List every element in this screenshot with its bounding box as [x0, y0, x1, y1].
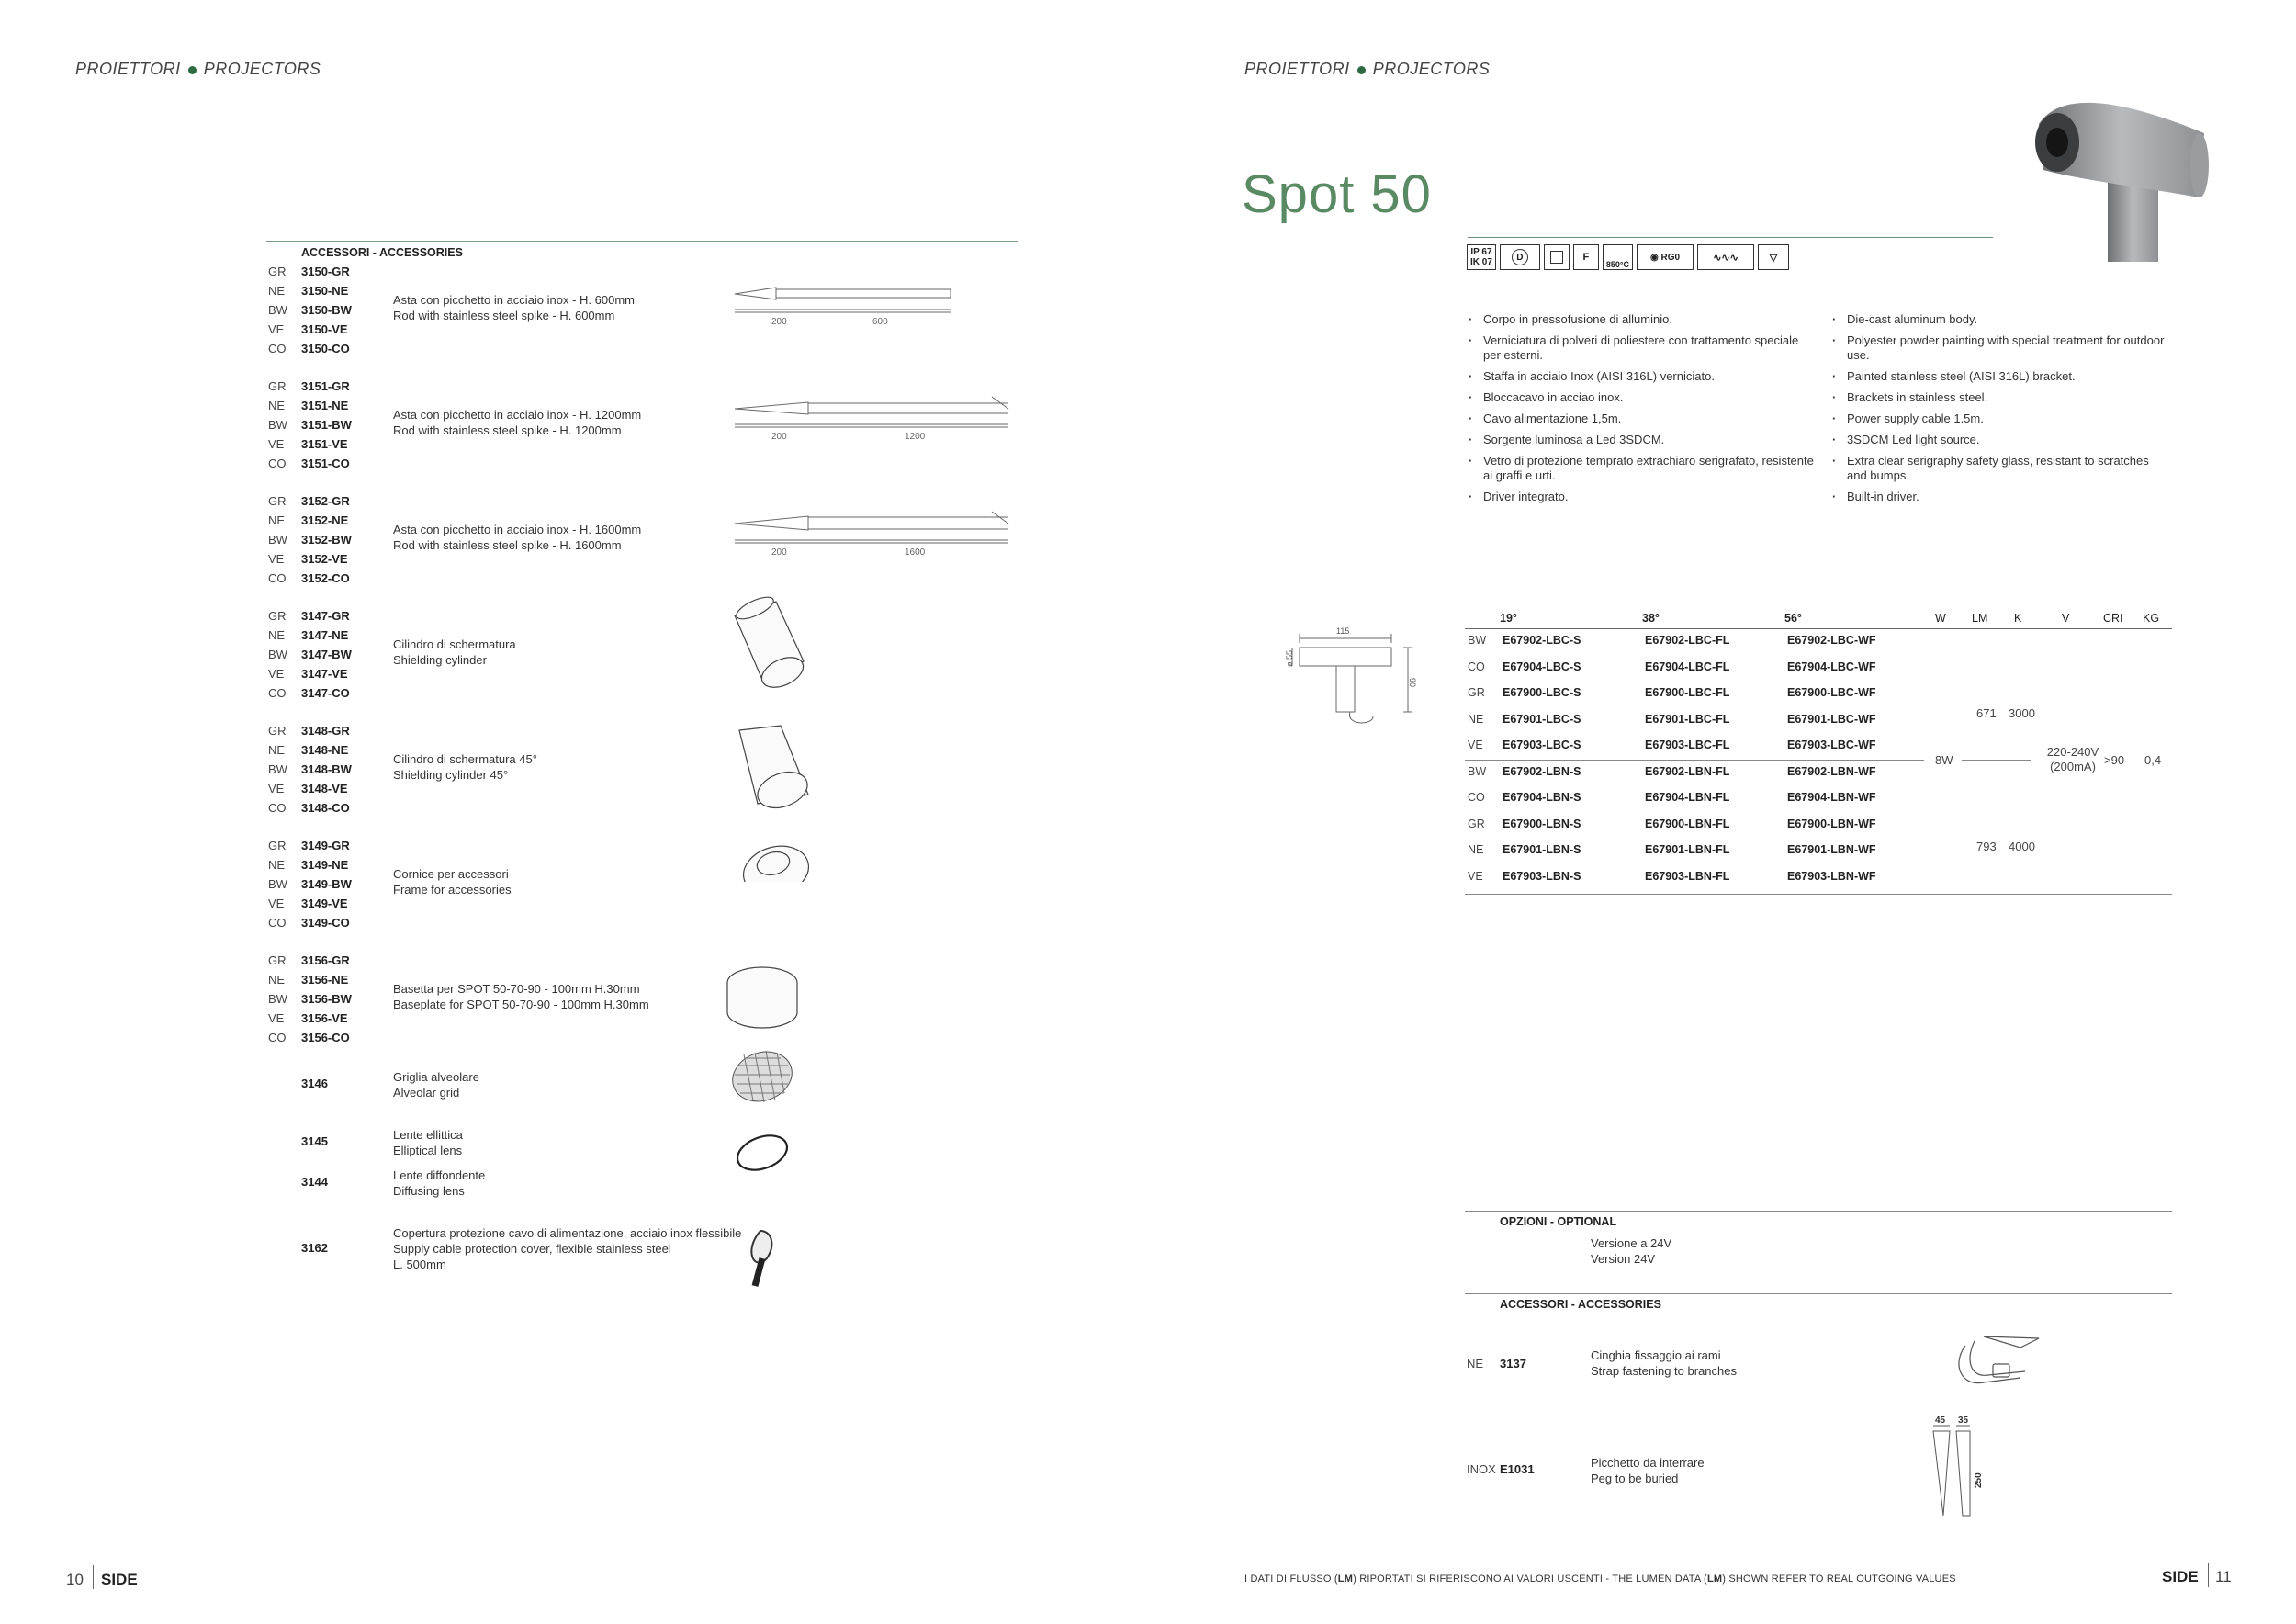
article-code: 3156-VE	[301, 1011, 348, 1025]
article-code: 3152-BW	[301, 533, 352, 547]
article-code: 3149-NE	[301, 858, 349, 872]
feature-item: · Driver integrato.	[1467, 490, 1816, 504]
spec-code: E67903-LBN-WF	[1787, 869, 1876, 883]
finish-code: CO	[268, 916, 287, 930]
spec-code: E67901-LBN-S	[1503, 843, 1581, 856]
article-code: 3152-CO	[301, 571, 350, 585]
feature-item: · Power supply cable 1.5m.	[1830, 412, 2170, 426]
feature-item: · Sorgente luminosa a Led 3SDCM.	[1467, 433, 1816, 447]
d-class-icon: D	[1500, 244, 1540, 270]
bullet-dot	[188, 66, 197, 74]
left-header: PROIETTORI PROJECTORS	[75, 60, 321, 78]
finish-code: VE	[268, 322, 285, 336]
glow-wire-icon: 850°C	[1603, 244, 1633, 270]
spec-code: E67903-LBC-WF	[1787, 739, 1876, 751]
desc-3146: Griglia alveolare Alveolar grid	[393, 1070, 479, 1100]
acc2-finish-1: NE	[1467, 1357, 1484, 1370]
spec-finish: CO	[1468, 660, 1485, 673]
article-code: 3150-GR	[301, 265, 350, 278]
code-3162: 3162	[301, 1241, 328, 1255]
dim-width: 115	[1336, 626, 1350, 636]
article-code: 3149-BW	[301, 877, 352, 891]
finish-code: VE	[268, 1011, 285, 1025]
article-code: 3156-BW	[301, 992, 352, 1006]
spec-code: E67904-LBN-S	[1503, 791, 1581, 804]
finish-code: BW	[268, 533, 287, 547]
spec-finish: NE	[1468, 843, 1484, 856]
article-code: 3151-CO	[301, 457, 350, 470]
footer-note: I DATI DI FLUSSO (LM) RIPORTATI SI RIFERISCONO AI VALORI USCENTI - THE LUMEN DATA (LM) SHOWN REFER TO REAL OUTGOING VALUES	[1244, 1573, 1956, 1585]
article-code: 3148-NE	[301, 743, 349, 757]
article-code: 3147-VE	[301, 667, 348, 681]
spec-finish: VE	[1468, 739, 1483, 751]
spec-code: E67903-LBC-FL	[1645, 739, 1730, 751]
optional-desc: Versione a 24V Version 24V	[1591, 1236, 1672, 1266]
article-code: 3147-GR	[301, 609, 350, 623]
finish-code: BW	[268, 877, 287, 891]
certification-icons	[1467, 244, 1793, 270]
bullet-dot	[1357, 66, 1366, 74]
spec-code: E67900-LBC-WF	[1787, 686, 1876, 699]
spec-code: E67900-LBN-WF	[1787, 817, 1876, 830]
double-insulation-icon	[1544, 244, 1570, 270]
acc2-desc-1: Cinghia fissaggio ai rami Strap fastening to branches	[1591, 1348, 1737, 1378]
spec-header: 19° 38° 56° W LM K V CRI KG	[1500, 612, 2160, 625]
finish-code: CO	[268, 342, 287, 355]
article-code: 3149-GR	[301, 839, 350, 852]
cable-cover-shape	[751, 1231, 771, 1286]
finish-code: NE	[268, 399, 286, 412]
finish-code: VE	[268, 897, 285, 910]
dim-1600: 1600	[905, 547, 926, 558]
spec-code: E67901-LBC-S	[1503, 712, 1581, 726]
feature-item: · 3SDCM Led light source.	[1830, 433, 2170, 447]
spec-finish: NE	[1468, 712, 1484, 726]
right-page-number: 11	[2215, 1568, 2232, 1585]
spec-code: E67901-LBC-WF	[1787, 712, 1876, 726]
grid-pattern	[726, 1043, 799, 1109]
right-brand: SIDE	[2162, 1568, 2199, 1585]
spec-table	[1465, 608, 2172, 895]
article-code: 3151-VE	[301, 437, 348, 451]
accessory-description: Cilindro di schermatura 45° Shielding cylinder 45°	[393, 752, 537, 782]
spec-code: E67901-LBN-WF	[1787, 843, 1876, 856]
accessory-description: Cilindro di schermatura Shielding cylinder	[393, 637, 516, 667]
flicker-icon: ∿∿∿	[1697, 244, 1754, 270]
peg-dim-250: 250	[1974, 1472, 1984, 1488]
finish-code: BW	[268, 992, 287, 1006]
elliptical-lens-shape	[733, 1129, 792, 1176]
peg-drawing	[1915, 1415, 1998, 1525]
peg-dim-45: 45	[1935, 1415, 1946, 1426]
optional-rule	[1465, 1211, 2172, 1212]
finish-code: CO	[268, 571, 287, 585]
dim-200-a: 200	[771, 317, 787, 327]
desc-3145: Lente ellittica Elliptical lens	[393, 1128, 463, 1157]
ip-ik-badge: IP 67 IK 07	[1467, 244, 1496, 270]
acc2-finish-2: INOX	[1467, 1462, 1496, 1476]
dim-200-c: 200	[771, 547, 787, 558]
spec-code: E67904-LBN-WF	[1787, 791, 1876, 804]
article-code: 3148-CO	[301, 801, 350, 815]
feature-item: · Extra clear serigraphy safety glass, resistant to scratches and bumps.	[1830, 454, 2170, 483]
spec-lm-rule	[1962, 760, 2031, 761]
article-code: 3150-BW	[301, 303, 352, 317]
finish-code: VE	[268, 667, 285, 681]
product-title: Spot 50	[1242, 164, 1432, 224]
acc2-code-2: E1031	[1500, 1462, 1535, 1476]
feature-item: · Corpo in pressofusione di alluminio.	[1467, 312, 1816, 327]
spec-finish: VE	[1468, 869, 1483, 883]
finish-code: GR	[268, 379, 287, 393]
title-rule	[1468, 237, 1993, 238]
spec-finish: BW	[1468, 634, 1487, 647]
dim-200-b: 200	[771, 432, 787, 442]
spec-rows: 8W 671 3000 793 4000 220-240V (200mA) >90 0,4 BW E67902-LBC-S E67902-LBC-FL E67902-LBC-WF CO E67904-LBC-S E67904-LBC-FL E67904-LBC-WF GR E67900-LBC-S E67900-LBC-FL E67900-LBC-WF NE E67901-LBC-S E67901-LBC-FL E67901-LBC-WF VE E67903-LBC-S E67903-LBC-FL E67903-LBC-WF BW E67902-LBN-S E67902-LBN-FL E67902-LBN-WF CO E67904-LBN-S E67904-LBN-FL E67904-LBN-WF GR E67900-LBN-S E67900-LBN-FL E67900-LBN-WF NE E67901-LBN-S E67901-LBN-FL E67901-LBN-WF VE E67903-LBN-S E67903-LBN-FL E67903-LBN-WF	[1465, 629, 2172, 896]
features-it	[1467, 312, 1816, 511]
accessory-drawings	[716, 955, 827, 1304]
finish-code: BW	[268, 303, 287, 317]
article-code: 3151-GR	[301, 379, 350, 393]
accessories-title: ACCESSORI - ACCESSORIES	[301, 246, 463, 259]
feature-item: · Brackets in stainless steel.	[1830, 390, 2170, 405]
accessory-description: Basetta per SPOT 50-70-90 - 100mm H.30mm Baseplate for SPOT 50-70-90 - 100mm H.30mm	[393, 982, 649, 1011]
finish-code: NE	[268, 628, 286, 642]
accessory-description: Asta con picchetto in acciaio inox - H. 600mm Rod with stainless steel spike - H. 600mm	[393, 293, 636, 322]
f-mark-icon: F	[1573, 244, 1599, 270]
code-3144: 3144	[301, 1175, 328, 1189]
acc2-desc-2: Picchetto da interrare Peg to be buried	[1591, 1456, 1705, 1485]
article-code: 3151-BW	[301, 418, 352, 432]
spec-code: E67902-LBN-S	[1503, 764, 1581, 778]
spec-code: E67900-LBN-S	[1503, 817, 1581, 830]
desc-3144: Lente diffondente Diffusing lens	[393, 1168, 486, 1198]
article-code: 3149-VE	[301, 897, 348, 910]
finish-code: CO	[268, 1031, 287, 1044]
feature-item: · Cavo alimentazione 1,5m.	[1467, 412, 1816, 426]
article-code: 3156-NE	[301, 973, 349, 987]
spec-finish: GR	[1468, 817, 1485, 830]
finish-code: GR	[268, 265, 287, 278]
spec-code: E67902-LBC-WF	[1787, 634, 1876, 647]
finish-code: NE	[268, 973, 286, 987]
left-footer-divider	[93, 1565, 94, 1589]
dim-height: 90	[1408, 678, 1417, 688]
finish-code: NE	[268, 743, 286, 757]
dimension-drawing	[1281, 625, 1419, 726]
spec-finish: BW	[1468, 764, 1487, 778]
article-code: 3150-NE	[301, 284, 349, 298]
left-page-number: 10	[66, 1571, 84, 1588]
article-code: 3156-GR	[301, 953, 350, 967]
desc-3162: Copertura protezione cavo di alimentazione, acciaio inox flessibile Supply cable protection cover, flexible stainless steel L. 500mm	[393, 1226, 742, 1271]
spec-code: E67904-LBC-FL	[1645, 660, 1730, 673]
article-code: 3150-CO	[301, 342, 350, 355]
article-code: 3148-VE	[301, 782, 348, 795]
article-code: 3152-NE	[301, 513, 349, 527]
feature-item: · Built-in driver.	[1830, 490, 2170, 504]
code-3145: 3145	[301, 1134, 328, 1148]
article-code: 3152-GR	[301, 494, 350, 508]
finish-code: GR	[268, 609, 287, 623]
article-code: 3147-BW	[301, 648, 352, 661]
spec-code: E67901-LBC-FL	[1645, 712, 1730, 726]
finish-code: GR	[268, 724, 287, 738]
accessory-description: Asta con picchetto in acciaio inox - H. 1600mm Rod with stainless steel spike - H. 1600mm	[393, 523, 642, 552]
dim-600: 600	[872, 317, 888, 327]
spec-code: E67904-LBN-FL	[1645, 791, 1730, 804]
dim-1200: 1200	[905, 432, 926, 442]
article-code: 3147-NE	[301, 628, 349, 642]
right-footer-divider	[2208, 1563, 2209, 1587]
finish-code: BW	[268, 648, 287, 661]
spec-finish: GR	[1468, 686, 1485, 699]
article-code: 3152-VE	[301, 552, 348, 566]
finish-code: BW	[268, 418, 287, 432]
spec-code: E67902-LBC-S	[1503, 634, 1581, 647]
beam-icon: ▽	[1758, 244, 1789, 270]
feature-item: · Staffa in acciaio Inox (AISI 316L) verniciato.	[1467, 369, 1816, 384]
product-photo	[2020, 87, 2223, 271]
feature-item: · Painted stainless steel (AISI 316L) bracket.	[1830, 369, 2170, 384]
optional-title: OPZIONI - OPTIONAL	[1500, 1215, 1617, 1228]
spec-code: E67902-LBC-FL	[1645, 634, 1730, 647]
finish-code: GR	[268, 839, 287, 852]
spec-code: E67903-LBC-S	[1503, 739, 1581, 751]
features-en	[1830, 312, 2170, 511]
finish-code: NE	[268, 513, 286, 527]
finish-code: VE	[268, 782, 285, 795]
spec-code: E67900-LBC-FL	[1645, 686, 1730, 699]
spec-finish: CO	[1468, 791, 1485, 804]
article-code: 3147-CO	[301, 686, 350, 700]
article-code: 3148-BW	[301, 762, 352, 776]
spec-code: E67903-LBN-S	[1503, 869, 1581, 883]
spec-code: E67902-LBN-FL	[1645, 764, 1730, 778]
feature-item: · Vetro di protezione temprato extrachiaro serigrafato, resistente ai graffi e urti.	[1467, 454, 1816, 483]
accessories2-rule	[1465, 1293, 2172, 1294]
rod-drawings	[716, 276, 1010, 882]
finish-code: VE	[268, 552, 285, 566]
accessories2-title: ACCESSORI - ACCESSORIES	[1500, 1298, 1661, 1311]
spec-mid-rule	[1465, 760, 1924, 761]
spec-code: E67901-LBN-FL	[1645, 843, 1730, 856]
article-code: 3149-CO	[301, 916, 350, 930]
feature-item: · Bloccacavo in acciao inox.	[1467, 390, 1816, 405]
finish-code: GR	[268, 494, 287, 508]
spec-code: E67900-LBC-S	[1503, 686, 1581, 699]
strap-drawing	[1947, 1327, 2048, 1392]
feature-item: · Verniciatura di polveri di poliestere con trattamento speciale per esterni.	[1467, 333, 1816, 363]
finish-code: CO	[268, 457, 287, 470]
feature-item: · Die-cast aluminum body.	[1830, 312, 2170, 327]
article-code: 3156-CO	[301, 1031, 350, 1044]
feature-item: · Polyester powder painting with special treatment for outdoor use.	[1830, 333, 2170, 363]
right-header: PROIETTORI PROJECTORS	[1244, 60, 1491, 78]
accessory-description: Asta con picchetto in acciaio inox - H. 1200mm Rod with stainless steel spike - H. 1200mm	[393, 408, 642, 437]
spec-code: E67903-LBN-FL	[1645, 869, 1730, 883]
spec-code: E67904-LBC-WF	[1787, 660, 1876, 673]
article-code: 3150-VE	[301, 322, 348, 336]
left-brand: SIDE	[101, 1571, 138, 1588]
dim-diameter: ø 55	[1285, 649, 1294, 667]
peg-dim-35: 35	[1958, 1415, 1969, 1426]
acc2-code-1: 3137	[1500, 1357, 1526, 1370]
finish-code: NE	[268, 858, 286, 872]
article-code: 3148-GR	[301, 724, 350, 738]
finish-code: BW	[268, 762, 287, 776]
spec-code: E67904-LBC-S	[1503, 660, 1581, 673]
finish-code: VE	[268, 437, 285, 451]
article-code: 3151-NE	[301, 399, 349, 412]
accessories-rule	[266, 241, 1018, 242]
finish-code: NE	[268, 284, 286, 298]
spec-code: E67902-LBN-WF	[1787, 764, 1876, 778]
photobiological-icon: ◉ RG0	[1637, 244, 1694, 270]
spec-code: E67900-LBN-FL	[1645, 817, 1730, 830]
finish-code: CO	[268, 686, 287, 700]
finish-code: CO	[268, 801, 287, 815]
accessory-description: Cornice per accessori Frame for accessories	[393, 867, 512, 897]
finish-code: GR	[268, 953, 287, 967]
